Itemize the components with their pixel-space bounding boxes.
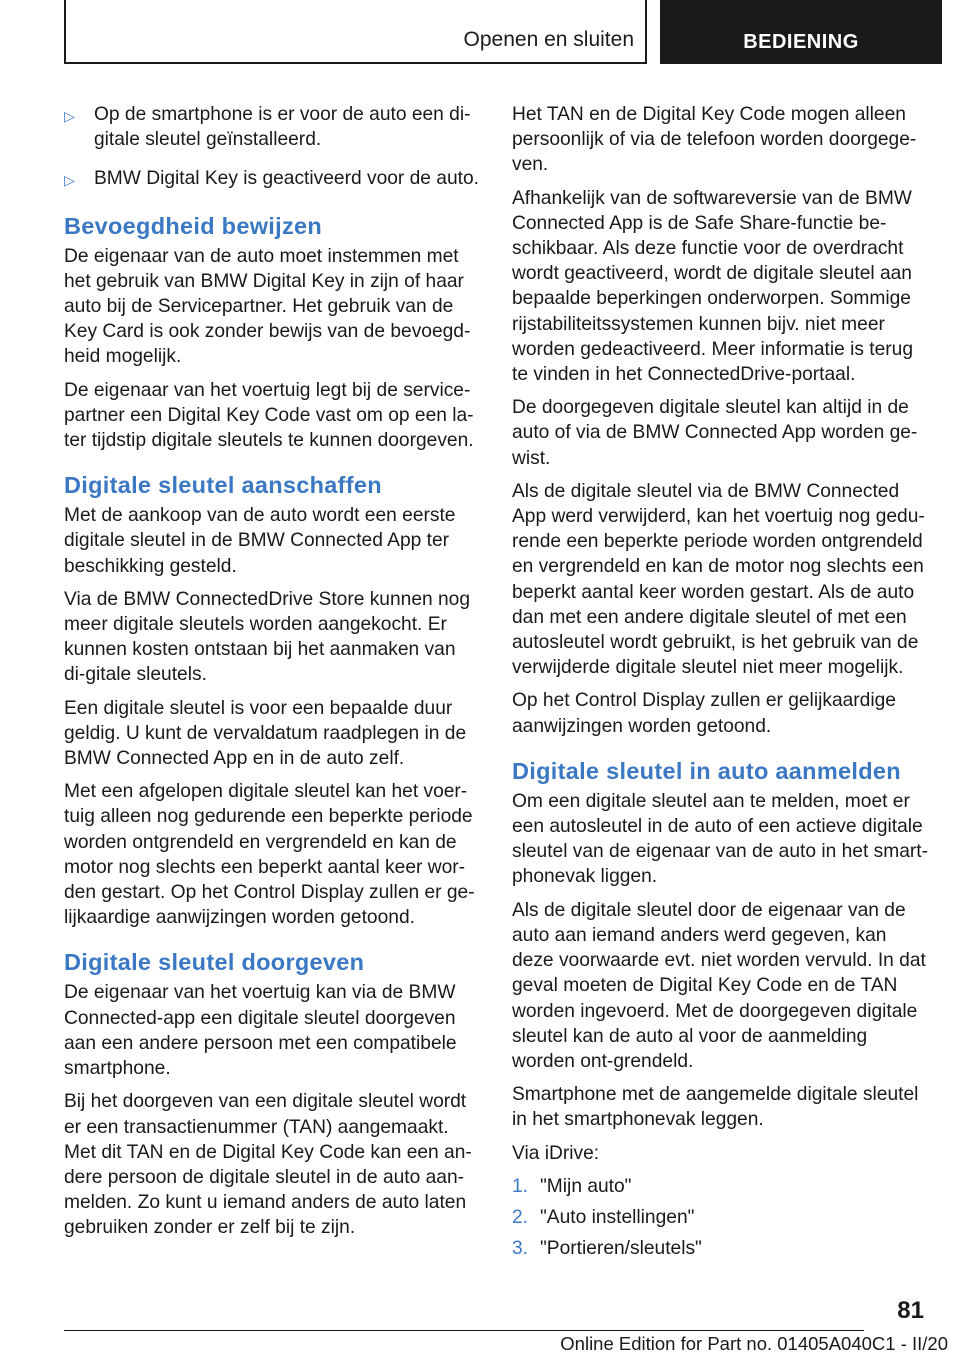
- list-item: [64, 166, 479, 193]
- paragraph: De doorgegeven digitale sleutel kan altijd in de auto of via de BMW Connected App worden ge-wist.: [512, 397, 918, 469]
- page-number: 81: [897, 1297, 924, 1324]
- paragraph: De eigenaar van het voertuig legt bij de service-partner een Digital Key Code vast om op een la-ter tijdstip digitale sleutels te kunnen doorgeven.: [64, 379, 474, 452]
- paragraph: Op het Control Display zullen er gelijkaardige aanwijzingen worden getoond.: [512, 690, 896, 737]
- paragraph: Via iDrive:: [512, 1142, 600, 1164]
- heading-doorgeven: Digitale sleutel doorgeven: [64, 949, 365, 976]
- list-item: [64, 102, 479, 152]
- paragraph: Een digitale sleutel is voor een bepaalde duur geldig. U kunt de vervaldatum raadplegen in de BMW Connected App en in de auto zelf.: [64, 697, 467, 770]
- footer-edition: Online Edition for Part no. 01405A040C1 - II/20: [560, 1333, 948, 1354]
- step-text: "Portieren/sleutels": [540, 1238, 702, 1260]
- paragraph: Met de aankoop van de auto wordt een eerste digitale sleutel in de BMW Connected App ter beschikking gesteld.: [64, 505, 456, 577]
- paragraph: Om een digitale sleutel aan te melden, moet er een autosleutel in de auto of een actieve digitale sleutel van de eigenaar van de auto in het smart-phonevak liggen.: [512, 790, 928, 888]
- heading-aanschaffen: Digitale sleutel aanschaffen: [64, 472, 382, 499]
- triangle-bullet-icon: ▷: [64, 108, 75, 124]
- list-item-text: BMW Digital Key is geactiveerd voor de auto.: [94, 168, 479, 190]
- step-item: [512, 1174, 930, 1199]
- heading-bevoegdheid: Bevoegdheid bewijzen: [64, 212, 323, 239]
- triangle-bullet-icon: ▷: [64, 172, 75, 189]
- step-item: [512, 1236, 930, 1261]
- paragraph: Bij het doorgeven van een digitale sleutel wordt er een transactienummer (TAN) aangemaakt. Met dit TAN en de Digital Key Code kan een an-dere persoon de digitale sleutel in de auto aan-melden. Zo kunt u iemand anders de auto laten gebruiken zonder er zelf bij te zijn.: [64, 1091, 472, 1239]
- paragraph: Met een afgelopen digitale sleutel kan het voer-tuig alleen nog gedurende een beperkte periode worden ontgrendeld en vergrendeld en kan de motor nog slechts een beperkt aantal keer wor-den gestart. Op het Control Display zullen er ge-lijkaardige aanwijzingen worden getoond.: [64, 781, 475, 929]
- paragraph: Smartphone met de aangemelde digitale sleutel in het smartphonevak leggen.: [512, 1084, 919, 1131]
- paragraph: Afhankelijk van de softwareversie van de BMW Connected App is de Safe Share-functie be-schikbaar. Als deze functie voor de overdracht wordt geactiveerd, wordt de digitale sleutel aan bepaalde beperkingen onderworpen. Sommige rijstabiliteitssystemen kunnen bijv. niet meer worden gedeactiveerd. Meer informatie is terug te vinden in het ConnectedDrive-portaal.: [512, 187, 914, 386]
- step-item: [512, 1205, 930, 1230]
- step-list: [512, 1174, 930, 1262]
- paragraph: Als de digitale sleutel via de BMW Connected App werd verwijderd, kan het voertuig nog gedu-rende een beperkte periode worden ontgrendeld en vergrendeld en kan de motor nog slechts een beperkt aantal keer worden gestart. Als de auto dan met een andere digitale sleutel of met een autosleutel wordt gebruikt, is het gebruik van de verwijderde digitale sleutel niet meer mogelijk.: [512, 480, 925, 679]
- step-text: "Auto instellingen": [540, 1206, 695, 1228]
- step-number: 1.: [512, 1175, 529, 1197]
- heading-aanmelden: Digitale sleutel in auto aanmelden: [512, 757, 901, 784]
- section-title: Openen en sluiten: [463, 28, 634, 51]
- left-column: [64, 102, 479, 1249]
- chapter-tab: BEDIENING: [660, 0, 942, 64]
- step-number: 2.: [512, 1206, 529, 1228]
- paragraph: De eigenaar van de auto moet instemmen met het gebruik van BMW Digital Key in zijn of haar auto bij de Servicepartner. Het gebruik van de Key Card is ook zonder bewijs van de bevoegd-heid mogelijk.: [64, 245, 471, 368]
- footer-divider: [64, 1330, 864, 1331]
- step-text: "Mijn auto": [540, 1175, 632, 1197]
- list-item-text: Op de smartphone is er voor de auto een di-gitale sleutel geïnstalleerd.: [94, 104, 471, 151]
- paragraph: Het TAN en de Digital Key Code mogen alleen persoonlijk of via de telefoon worden doorgege-ven.: [512, 104, 917, 176]
- paragraph: De eigenaar van het voertuig kan via de BMW Connected-app een digitale sleutel doorgeven aan een andere persoon met een compatibele smartphone.: [64, 982, 457, 1080]
- right-column: [512, 102, 930, 1267]
- step-number: 3.: [512, 1238, 529, 1260]
- paragraph: Via de BMW ConnectedDrive Store kunnen nog meer digitale sleutels worden aangekocht. Er kunnen kosten ontstaan bij het aanmaken van di-gitale sleutels.: [64, 588, 471, 686]
- paragraph: Als de digitale sleutel door de eigenaar van de auto aan iemand anders werd gegeven, kan deze voorwaarde evt. niet worden vervuld. In dat geval moeten de Digital Key Code en de TAN worden ingevoerd. Met de doorgegeven digitale sleutel kan de auto al voor de aanmelding worden ont-grendeld.: [512, 899, 926, 1072]
